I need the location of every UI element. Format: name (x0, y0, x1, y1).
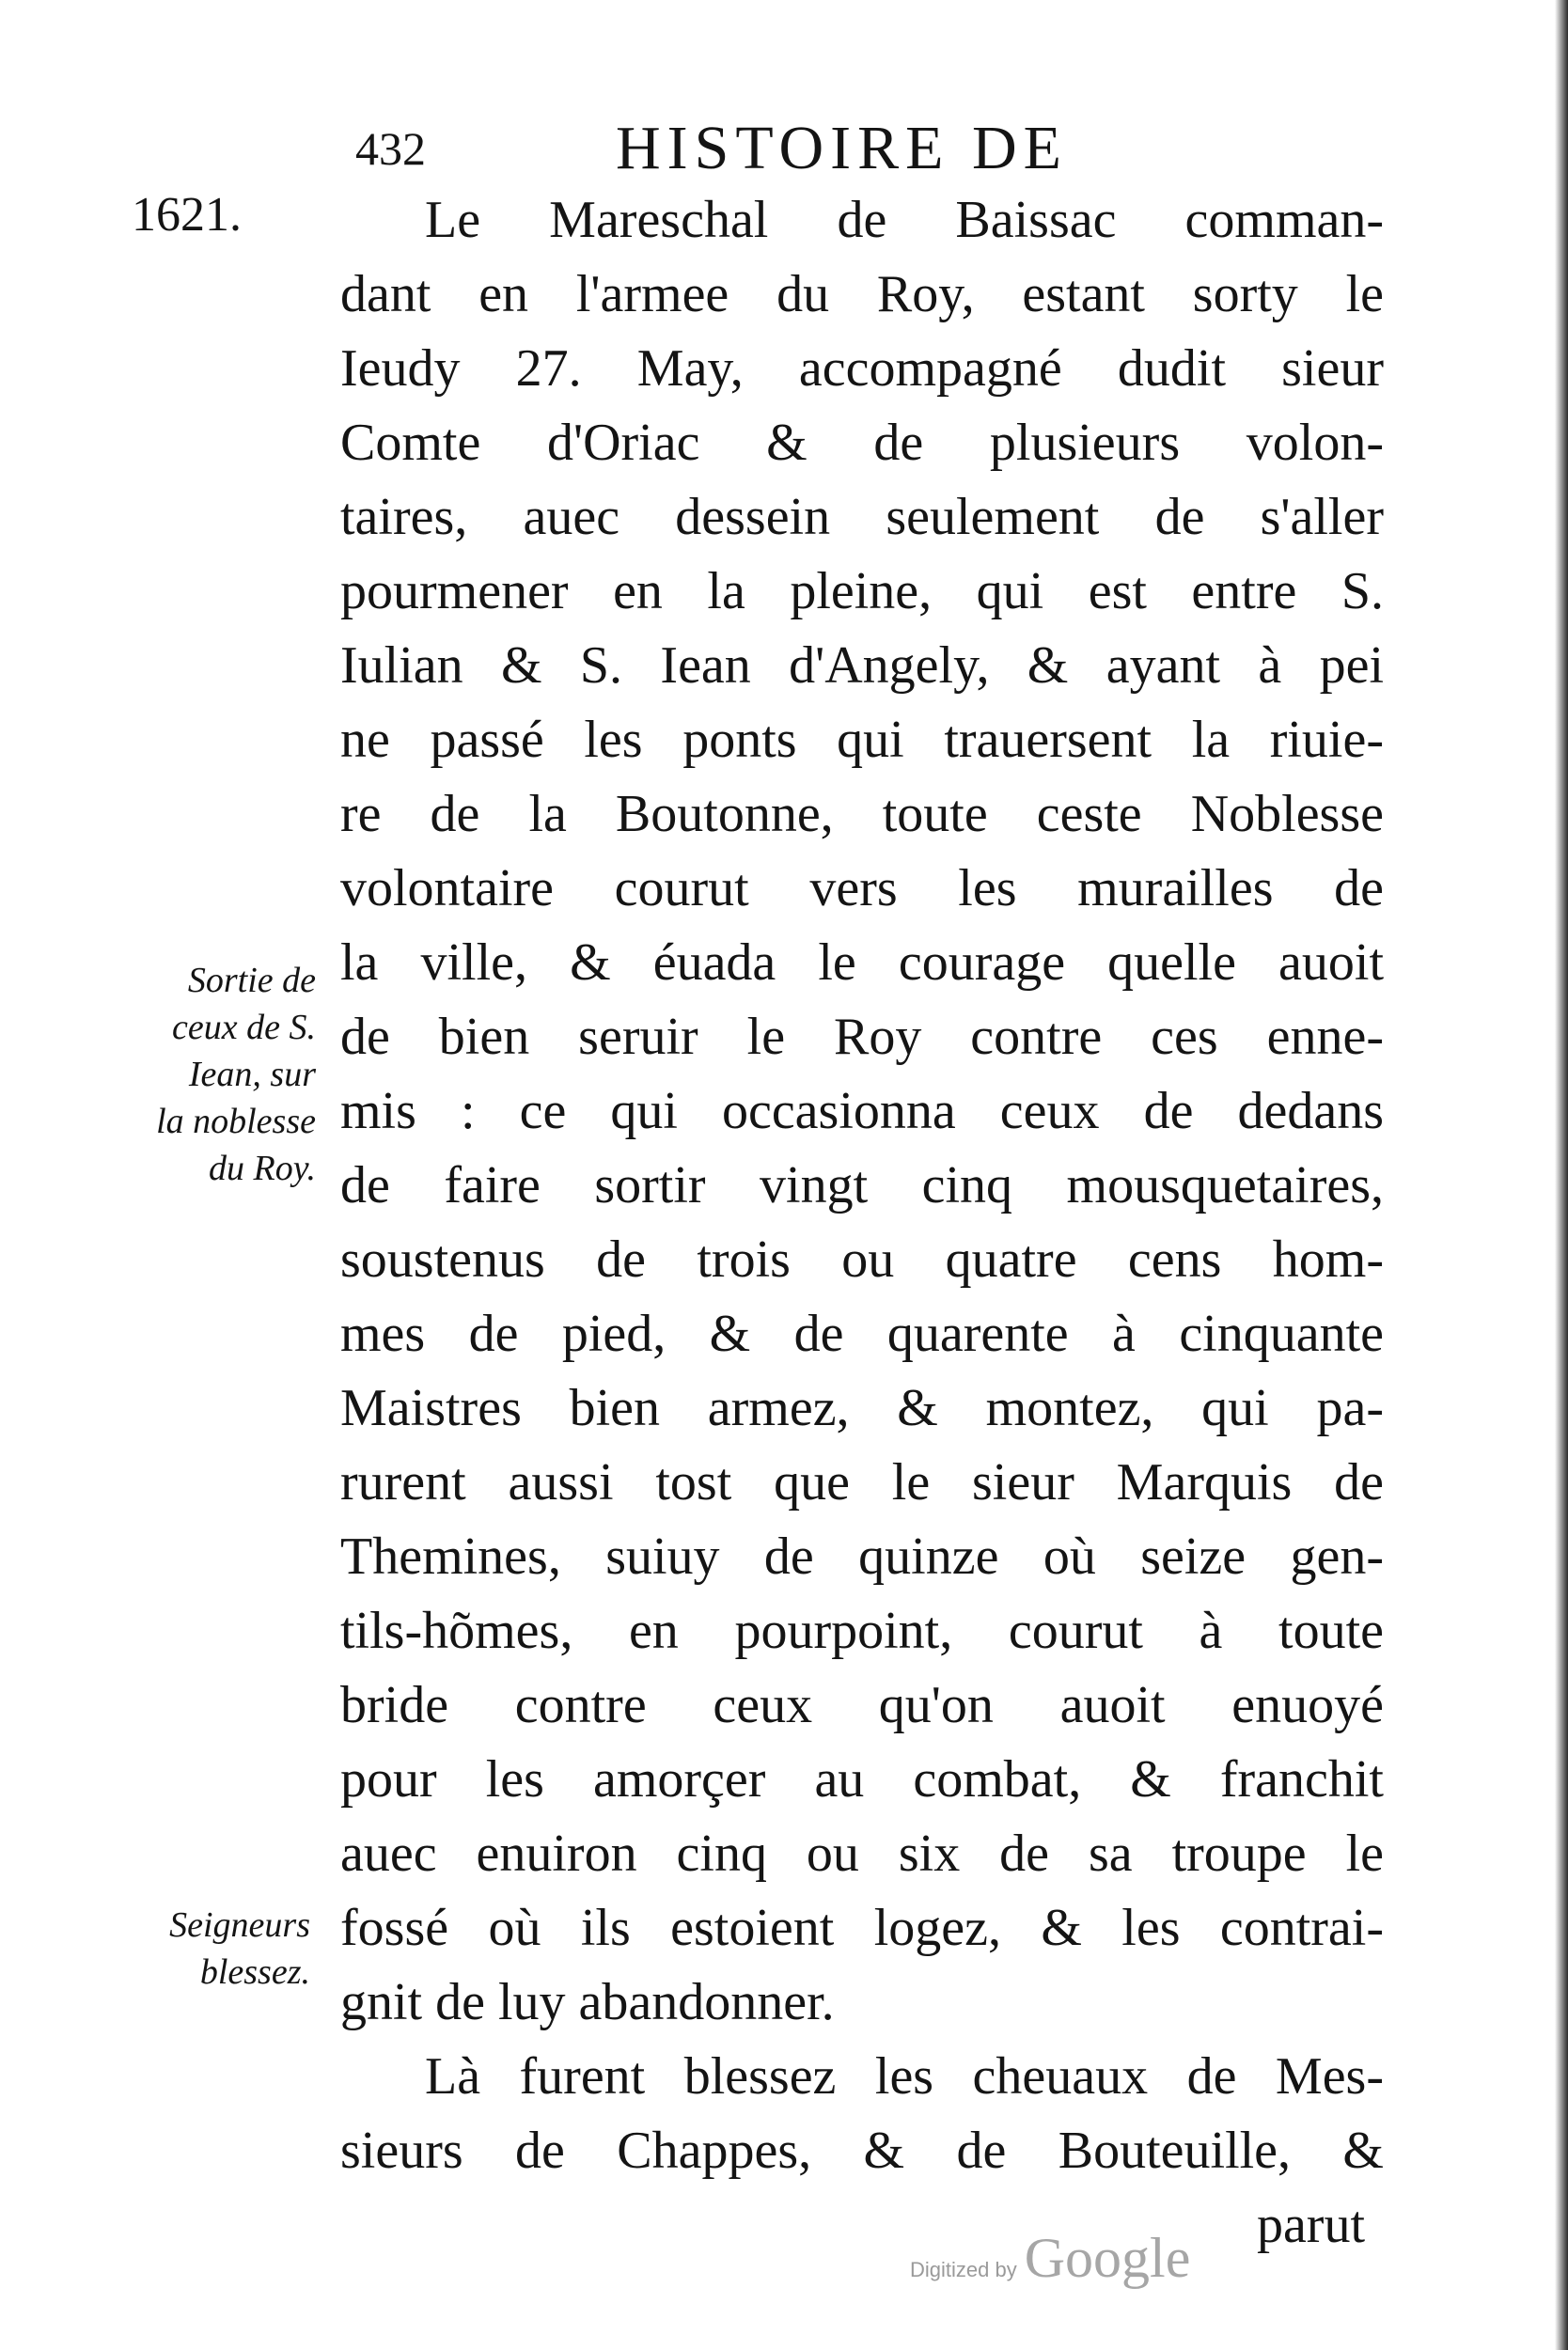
text-line: mis : ce qui occasionna ceux de dedans (340, 1082, 1384, 1140)
text-line: soustenus de trois ou quatre cens hom- (340, 1230, 1384, 1289)
digitized-by-watermark (910, 2226, 1190, 2301)
digitized-label: Digitized by (910, 2258, 1017, 2281)
page-number: 432 (355, 122, 426, 175)
google-logo: Google (1024, 2227, 1191, 2289)
running-head (0, 111, 1568, 186)
text-line: pour les amorçer au combat, & franchit (340, 1750, 1384, 1809)
text-line: mes de pied, & de quarente à cinquante (340, 1305, 1384, 1363)
text-line: sieurs de Chappes, & de Bouteuille, & (340, 2122, 1384, 2180)
text-line: gnit de luy abandonner. (340, 1973, 835, 2031)
text-line: auec enuiron cinq ou six de sa troupe le (340, 1825, 1384, 1883)
text-line: fossé où ils estoient logez, & les contrai- (340, 1899, 1384, 1957)
margin-note-seigneurs (94, 1902, 310, 1996)
scan-edge-shadow (1555, 0, 1568, 2350)
text-line: re de la Boutonne, toute ceste Noblesse (340, 785, 1384, 843)
text-line: Maistres bien armez, & montez, qui pa- (340, 1379, 1384, 1437)
body-text (340, 183, 1384, 2263)
running-title: HISTOIRE DE (616, 114, 1068, 182)
text-line: bride contre ceux qu'on auoit enuoyé (340, 1676, 1384, 1734)
text-line: Comte d'Oriac & de plusieurs volon- (340, 414, 1384, 472)
text-line: Là furent blessez les cheuaux de Mes- (425, 2047, 1384, 2106)
text-line: la ville, & éuada le courage quelle auoit (340, 933, 1384, 992)
text-line: de faire sortir vingt cinq mousquetaires, (340, 1156, 1384, 1214)
text-line: Iulian & S. Iean d'Angely, & ayant à pei (340, 636, 1384, 695)
text-line: Le Mareschal de Baissac comman- (425, 191, 1384, 249)
margin-year: 1621. (132, 188, 242, 242)
margin-note-line: ceux de S. (172, 1008, 316, 1047)
text-line: dant en l'armee du Roy, estant sorty le (340, 265, 1384, 323)
text-line: rurent aussi tost que le sieur Marquis de (340, 1453, 1384, 1512)
margin-note-line: blessez. (199, 1952, 310, 1992)
text-line: ne passé les ponts qui trauersent la riuie- (340, 711, 1384, 769)
text-line: pourmener en la pleine, qui est entre S. (340, 562, 1384, 620)
margin-note-line: la noblesse (156, 1102, 316, 1141)
margin-note-line: Seigneurs (169, 1905, 310, 1945)
text-line: taires, auec dessein seulement de s'aller (340, 488, 1384, 546)
margin-note-sortie (113, 957, 316, 1192)
text-line: Ieudy 27. May, accompagné dudit sieur (340, 339, 1384, 398)
text-line: volontaire courut vers les murailles de (340, 859, 1384, 917)
text-line: de bien seruir le Roy contre ces enne- (340, 1008, 1384, 1066)
margin-note-line: du Roy. (209, 1149, 316, 1188)
text-line: tils-hõmes, en pourpoint, courut à toute (340, 1602, 1384, 1660)
margin-note-line: Sortie de (187, 961, 316, 1000)
margin-note-line: Iean, sur (188, 1055, 316, 1094)
catchword: parut (1256, 2196, 1365, 2254)
text-line: Themines, suiuy de quinze où seize gen- (340, 1528, 1384, 1586)
